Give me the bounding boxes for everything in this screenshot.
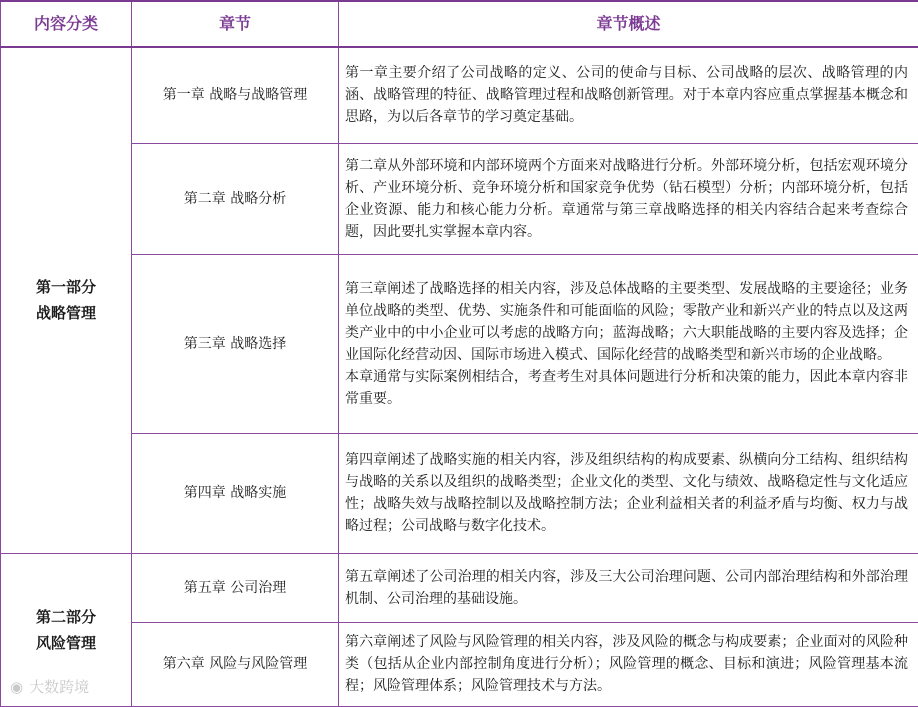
chapter-summary-cell xyxy=(339,254,918,433)
chapter-title: 第六章 风险与风险管理 xyxy=(132,622,339,706)
watermark-text: 大数跨境 xyxy=(29,678,89,696)
chapter-summary: 第三章阐述了战略选择的相关内容，涉及总体战略的主要类型、发展战略的主要途径；业务单位战略的类型、优势、实施条件和可能面临的风险；零散产业和新兴产业的特点以及这两类产业中的中小企业可以考虑的战略方向；蓝海战略；六大职能战略的主要内容及选择；企业国际化经营动因、国际市场进入模式、国际化经营的战略类型和新兴市场的企业战略。 xyxy=(345,278,908,366)
table-row xyxy=(1,47,918,143)
chapter-summary: 第二章从外部环境和内部环境两个方面来对战略进行分析。外部环境分析，包括宏观环境分析、产业环境分析、竞争环境分析和国家竞争优势（钻石模型）分析；内部环境分析，包括企业资源、能力和核心能力分析。章通常与第三章战略选择的相关内容结合起来考查综合题，因此要扎实掌握本章内容。 xyxy=(339,143,918,254)
table-header-row xyxy=(1,1,918,47)
header-chapter: 章节 xyxy=(132,1,339,47)
table-row xyxy=(1,143,918,254)
watermark xyxy=(10,676,89,697)
chapter-title: 第二章 战略分析 xyxy=(132,143,339,254)
part-name-line1: 第二部分 xyxy=(2,604,130,630)
part-name-line2: 风险管理 xyxy=(2,630,130,656)
chapter-title: 第五章 公司治理 xyxy=(132,553,339,622)
chapter-summary-note: 本章通常与实际案例相结合，考查考生对具体问题进行分析和决策的能力，因此本章内容非常重要。 xyxy=(345,366,908,410)
table-row xyxy=(1,622,918,706)
header-summary: 章节概述 xyxy=(339,1,918,47)
part-cell-strategy xyxy=(1,47,132,553)
table-row xyxy=(1,433,918,553)
chapter-title: 第三章 战略选择 xyxy=(132,254,339,433)
chapter-summary: 第六章阐述了风险与风险管理的相关内容，涉及风险的概念与构成要素；企业面对的风险种类（包括从企业内部控制角度进行分析）；风险管理的概念、目标和演进；风险管理基本流程；风险管理体系；风险管理技术与方法。 xyxy=(339,622,918,706)
table-row xyxy=(1,553,918,622)
chapter-summary: 第五章阐述了公司治理的相关内容，涉及三大公司治理问题、公司内部治理结构和外部治理机制、公司治理的基础设施。 xyxy=(339,553,918,622)
part-name-line1: 第一部分 xyxy=(2,274,130,300)
weibo-icon: ◉ xyxy=(10,678,23,696)
chapter-summary: 第四章阐述了战略实施的相关内容，涉及组织结构的构成要素、纵横向分工结构、组织结构与战略的关系以及组织的战略类型；企业文化的类型、文化与绩效、战略稳定性与文化适应性；战略失效与战略控制以及战略控制方法；企业利益相关者的利益矛盾与均衡、权力与战略过程；公司战略与数字化技术。 xyxy=(339,433,918,553)
chapter-title: 第四章 战略实施 xyxy=(132,433,339,553)
chapter-title: 第一章 战略与战略管理 xyxy=(132,47,339,143)
chapter-summary: 第一章主要介绍了公司战略的定义、公司的使命与目标、公司战略的层次、战略管理的内涵、战略管理的特征、战略管理过程和战略创新管理。对于本章内容应重点掌握基本概念和思路，为以后各章节的学习奠定基础。 xyxy=(339,47,918,143)
table-row xyxy=(1,254,918,433)
part-name-line2: 战略管理 xyxy=(2,300,130,326)
header-category: 内容分类 xyxy=(1,1,132,47)
